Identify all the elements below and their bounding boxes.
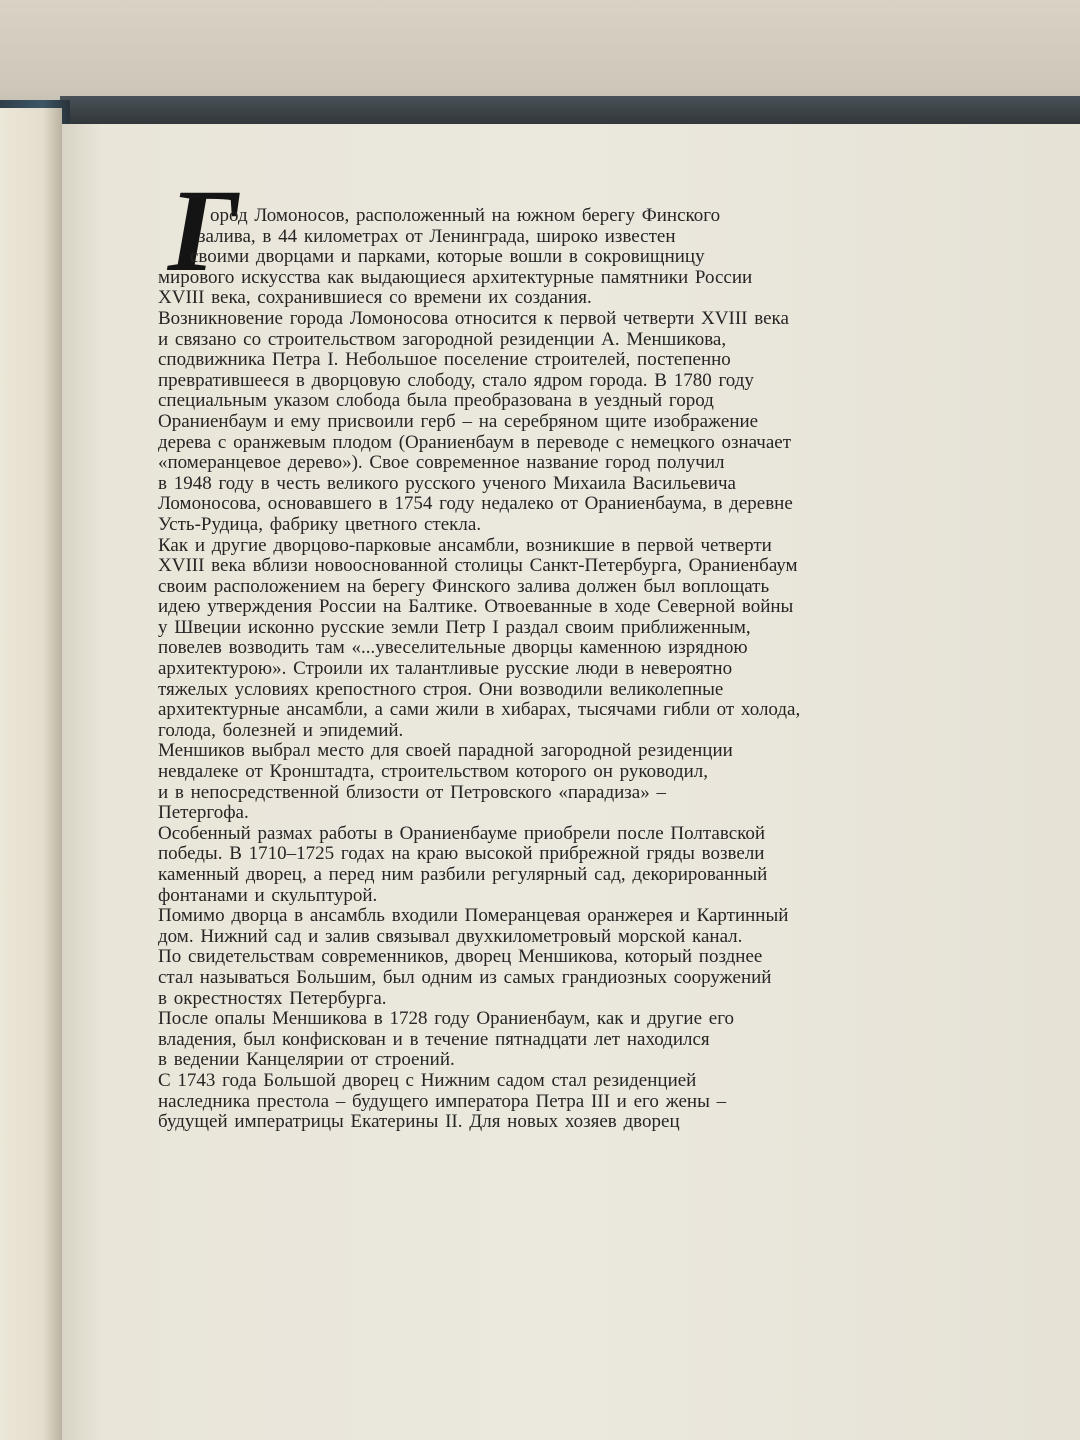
text-line: Возникновение города Ломоносова относится к первой четверти XVIII века bbox=[158, 307, 789, 329]
book-cover-top-edge bbox=[60, 96, 1080, 126]
text-line: Ломоносова, основавшего в 1754 году недалеко от Ораниенбаума, в деревне bbox=[158, 493, 793, 515]
text-line: тяжелых условиях крепостного строя. Они возводили великолепные bbox=[158, 678, 724, 700]
text-line: залива, в 44 километрах от Ленинграда, широко известен bbox=[198, 225, 676, 247]
left-page-edge bbox=[0, 108, 62, 1440]
text-line: превратившееся в дворцовую слободу, стало ядром города. В 1780 году bbox=[158, 369, 754, 391]
text-line: Помимо дворца в ансамбль входили Померанцевая оранжерея и Картинный bbox=[158, 905, 789, 927]
text-line: мирового искусства как выдающиеся архитектурные памятники России bbox=[158, 266, 753, 288]
text-line: специальным указом слобода была преобразована в уездный город bbox=[158, 390, 714, 412]
text-line: и в непосредственной близости от Петровского «парадиза» – bbox=[158, 781, 666, 803]
text-line: стал называться Большим, был одним из самых грандиозных сооружений bbox=[158, 966, 772, 988]
text-line: своими дворцами и парками, которые вошли в сокровищницу bbox=[190, 246, 705, 268]
text-line: голода, болезней и эпидемий. bbox=[158, 719, 404, 741]
text-line: каменный дворец, а перед ним разбили регулярный сад, декорированный bbox=[158, 864, 768, 885]
text-line: фонтанами и скульптурой. bbox=[158, 884, 378, 906]
text-line: После опалы Меншикова в 1728 году Ораниенбаум, как и другие его bbox=[158, 1008, 735, 1030]
text-line: Меншиков выбрал место для своей парадной загородной резиденции bbox=[158, 740, 733, 762]
text-line: своим расположением на берегу Финского залива должен был воплощать bbox=[158, 575, 770, 597]
text-line: дерева с оранжевым плодом (Ораниенбаум в переводе с немецкого означает bbox=[158, 431, 792, 453]
text-line: идею утверждения России на Балтике. Отвоеванные в ходе Северной войны bbox=[158, 596, 794, 618]
text-line: Ораниенбаум и ему присвоили герб – на серебряном щите изображение bbox=[158, 410, 759, 432]
text-line: повелев возводить там «...увеселительные дворцы каменною изрядною bbox=[158, 637, 748, 659]
text-line: и связано со строительством загородной резиденции А. Меншикова, bbox=[158, 328, 727, 350]
text-line: Особенный размах работы в Ораниенбауме приобрели после Полтавской bbox=[158, 822, 766, 844]
text-line: невдалеке от Кронштадта, строительством которого он руководил, bbox=[158, 761, 709, 783]
text-line: Усть-Рудица, фабрику цветного стекла. bbox=[158, 513, 482, 535]
text-line: будущей императрицы Екатерины II. Для новых хозяев дворец bbox=[158, 1111, 680, 1133]
text-line: архитектурою». Строили их талантливые русские люди в невероятно bbox=[158, 658, 733, 680]
text-line: в окрестностях Петербурга. bbox=[158, 987, 387, 1009]
text-line: у Швеции исконно русские земли Петр I раздал своим приближенным, bbox=[158, 616, 751, 638]
text-line: «померанцевое дерево»). Свое современное название город получил bbox=[158, 452, 725, 474]
text-line: в ведении Канцелярии от строений. bbox=[158, 1049, 455, 1071]
text-line: XVIII века, сохранившиеся со времени их создания. bbox=[158, 287, 592, 309]
text-line: в 1948 году в честь великого русского ученого Михаила Васильевича bbox=[158, 472, 736, 494]
text-line: ород Ломоносов, расположенный на южном берегу Финского bbox=[210, 205, 721, 226]
text-line: победы. В 1710–1725 годах на краю высокой прибрежной гряды возвели bbox=[158, 843, 765, 865]
text-line: Как и другие дворцово-парковые ансамбли, возникшие в первой четверти bbox=[158, 534, 772, 556]
text-line: Петергофа. bbox=[158, 802, 249, 824]
text-line: дом. Нижний сад и залив связывал двухкилометровый морской канал. bbox=[158, 925, 743, 947]
text-line: наследника престола – будущего императора Петра III и его жены – bbox=[158, 1090, 727, 1112]
text-line: владения, был конфискован и в течение пятнадцати лет находился bbox=[158, 1028, 710, 1050]
drop-cap: Г bbox=[168, 165, 240, 296]
text-line: С 1743 года Большой дворец с Нижним садом стал резиденцией bbox=[158, 1069, 697, 1091]
text-line: сподвижника Петра I. Небольшое поселение строителей, постепенно bbox=[158, 349, 731, 371]
text-line: По свидетельствам современников, дворец Меншикова, который позднее bbox=[158, 946, 763, 968]
body-text bbox=[158, 206, 828, 1133]
text-line: XVIII века вблизи новооснованной столицы Санкт-Петербурга, Ораниенбаум bbox=[158, 555, 798, 577]
text-line: архитектурные ансамбли, а сами жили в хибарах, тысячами гибли от холода, bbox=[158, 699, 801, 721]
